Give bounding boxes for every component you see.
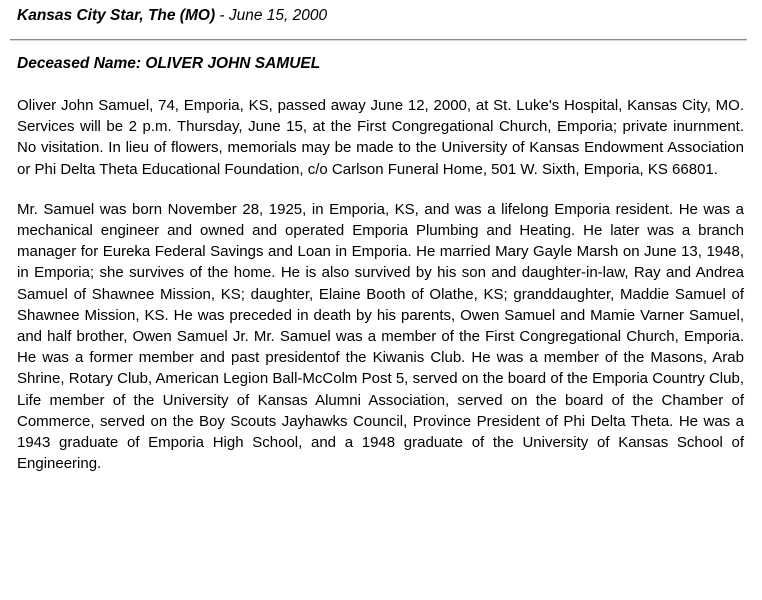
- deceased-label: Deceased Name:: [17, 55, 142, 72]
- header-separator: -: [215, 7, 229, 24]
- deceased-name-heading: [17, 55, 320, 73]
- publication-source: Kansas City Star, The (MO): [17, 7, 216, 24]
- header-divider: [10, 39, 747, 41]
- publication-date: June 15, 2000: [228, 7, 328, 24]
- obituary-body: [17, 95, 744, 493]
- obituary-paragraph-service: Oliver John Samuel, 74, Emporia, KS, passed away June 12, 2000, at St. Luke's Hospital, Kansas City, MO. Services will be 2 p.m. Thursday, June 15, at the First Congregational Church, Emporia; private inurnment. No visitation. In lieu of flowers, memorials may be made to the University of Kansas Endowment Association or Phi Delta Theta Educational Foundation, c/o Carlson Funeral Home, 501 W. Sixth, Emporia, KS 66801.: [17, 97, 744, 178]
- publication-header: [17, 7, 327, 25]
- deceased-name: OLIVER JOHN SAMUEL: [145, 55, 321, 72]
- obituary-paragraph-biography: Mr. Samuel was born November 28, 1925, in Emporia, KS, and was a lifelong Emporia resident. He was a mechanical engineer and owned and operated Emporia Plumbing and Heating. He later was a branch manager for Eureka Federal Savings and Loan in Emporia. He married Mary Gayle Marsh on June 13, 1948, in Emporia; she survives of the home. He is also survived by his son and daughter-in-law, Ray and Andrea Samuel of Shawnee Mission, KS; daughter, Elaine Booth of Olathe, KS; granddaughter, Maddie Samuel of Shawnee Mission, KS. He was preceded in death by his parents, Owen Samuel and Mamie Varner Samuel, and half brother, Owen Samuel Jr. Mr. Samuel was a member of the First Congregational Church, Emporia. He was a former member and past presidentof the Kiwanis Club. He was a member of the Masons, Arab Shrine, Rotary Club, American Legion Ball-McColm Post 5, served on the board of the Emporia Country Club, Life member of the University of Kansas Alumni Association, served on the board of the Chamber of Commerce, served on the Boy Scouts Jayhawks Council, Province President of Phi Delta Theta. He was a 1943 graduate of Emporia High School, and a 1948 graduate of the University of Kansas School of Engineering.: [17, 200, 744, 473]
